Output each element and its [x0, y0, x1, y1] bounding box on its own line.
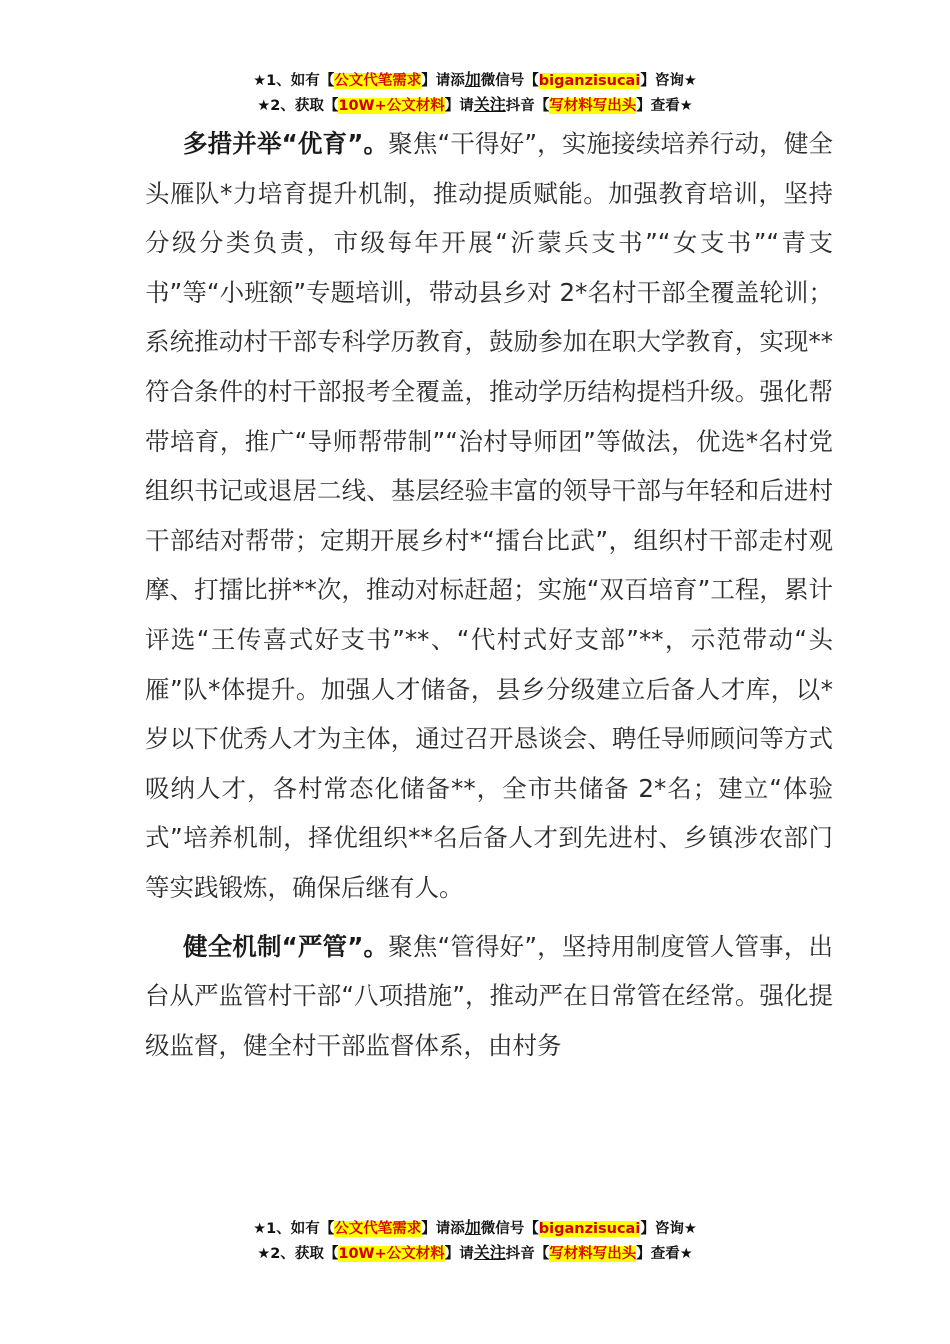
- banner-text: ★1、如有【: [253, 73, 335, 89]
- document-body: [145, 119, 833, 1070]
- banner-text: 】请添: [421, 1221, 465, 1237]
- banner-text: 】请添: [421, 73, 465, 89]
- banner-text: 】查看★: [636, 1246, 693, 1262]
- banner-text: 抖音【: [505, 1246, 550, 1262]
- banner-text: 】查看★: [636, 98, 693, 114]
- banner-highlight: 10W+公文材料: [338, 98, 445, 114]
- paragraph-lead: 多措并举“优育”。: [182, 129, 389, 158]
- banner-highlight-douyin: 写材料写出头: [549, 1246, 637, 1262]
- banner-highlight-wechat-id: biganzisucai: [538, 1221, 641, 1237]
- banner-text: 】请: [444, 1246, 474, 1262]
- banner-line-1: [0, 68, 950, 93]
- banner-emphasis: 关注: [473, 95, 506, 114]
- banner-text: ★2、获取【: [257, 98, 339, 114]
- banner-line-2: [0, 93, 950, 118]
- banner-text: ★2、获取【: [257, 1246, 339, 1262]
- banner-text: 】咨询★: [640, 1221, 697, 1237]
- banner-emphasis: 加: [464, 1218, 481, 1237]
- banner-line-1: [0, 1216, 950, 1241]
- banner-highlight: 公文代笔需求: [334, 73, 422, 89]
- banner-text: 】请: [444, 98, 474, 114]
- banner-text: 】咨询★: [640, 73, 697, 89]
- banner-highlight-wechat-id: biganzisucai: [538, 73, 641, 89]
- banner-text: ★1、如有【: [253, 1221, 335, 1237]
- banner-highlight: 10W+公文材料: [338, 1246, 445, 1262]
- header-banner: [0, 68, 950, 118]
- footer-banner: [0, 1216, 950, 1266]
- banner-text: 微信号【: [480, 1221, 539, 1237]
- banner-text: 微信号【: [480, 73, 539, 89]
- paragraph-text: 聚焦“干得好”，实施接续培养行动，健全头雁队*力培育提升机制，推动提质赋能。加强教育培训，坚持分级分类负责，市级每年开展“沂蒙兵支书”“女支书”“青支书”等“小班额”专题培训，带动县乡对 2*名村干部全覆盖轮训；系统推动村干部专科学历教育，鼓励参加在职大学教育，实现**符合条件的村干部报考全覆盖，推动学历结构提档升级。强化帮带培育，推广“导师帮带制”“治村导师团”等做法，优选*名村党组织书记或退居二线、基层经验丰富的领导干部与年轻和后进村干部结对帮带；定期开展乡村*“擂台比武”，组织村干部走村观摩、打擂比拼**次，推动对标赶超；实施“双百培育”工程，累计评选“王传喜式好支书”**、“代村式好支部”**，示范带动“头雁”队*体提升。加强人才储备，县乡分级建立后备人才库，以*岁以下优秀人才为主体，通过召开恳谈会、聘任导师顾问等方式吸纳人才，各村常态化储备**，全市共储备 2*名；建立“体验式”培养机制，择优组织**名后备人才到先进村、乡镇涉农部门等实践锻炼，确保后继有人。: [145, 129, 833, 902]
- banner-highlight-douyin: 写材料写出头: [549, 98, 637, 114]
- paragraph-supervision: [145, 922, 833, 1071]
- banner-emphasis: 关注: [473, 1243, 506, 1262]
- banner-emphasis: 加: [464, 70, 481, 89]
- banner-text: 抖音【: [505, 98, 550, 114]
- banner-highlight: 公文代笔需求: [334, 1221, 422, 1237]
- paragraph-training: [145, 119, 833, 913]
- banner-line-2: [0, 1241, 950, 1266]
- paragraph-text: 聚焦“管得好”，坚持用制度管人管事，出台从严监管村干部“八项措施”，推动严在日常管在经常。强化提级监督，健全村干部监督体系，由村务: [145, 931, 833, 1060]
- paragraph-lead: 健全机制“严管”。: [182, 931, 389, 961]
